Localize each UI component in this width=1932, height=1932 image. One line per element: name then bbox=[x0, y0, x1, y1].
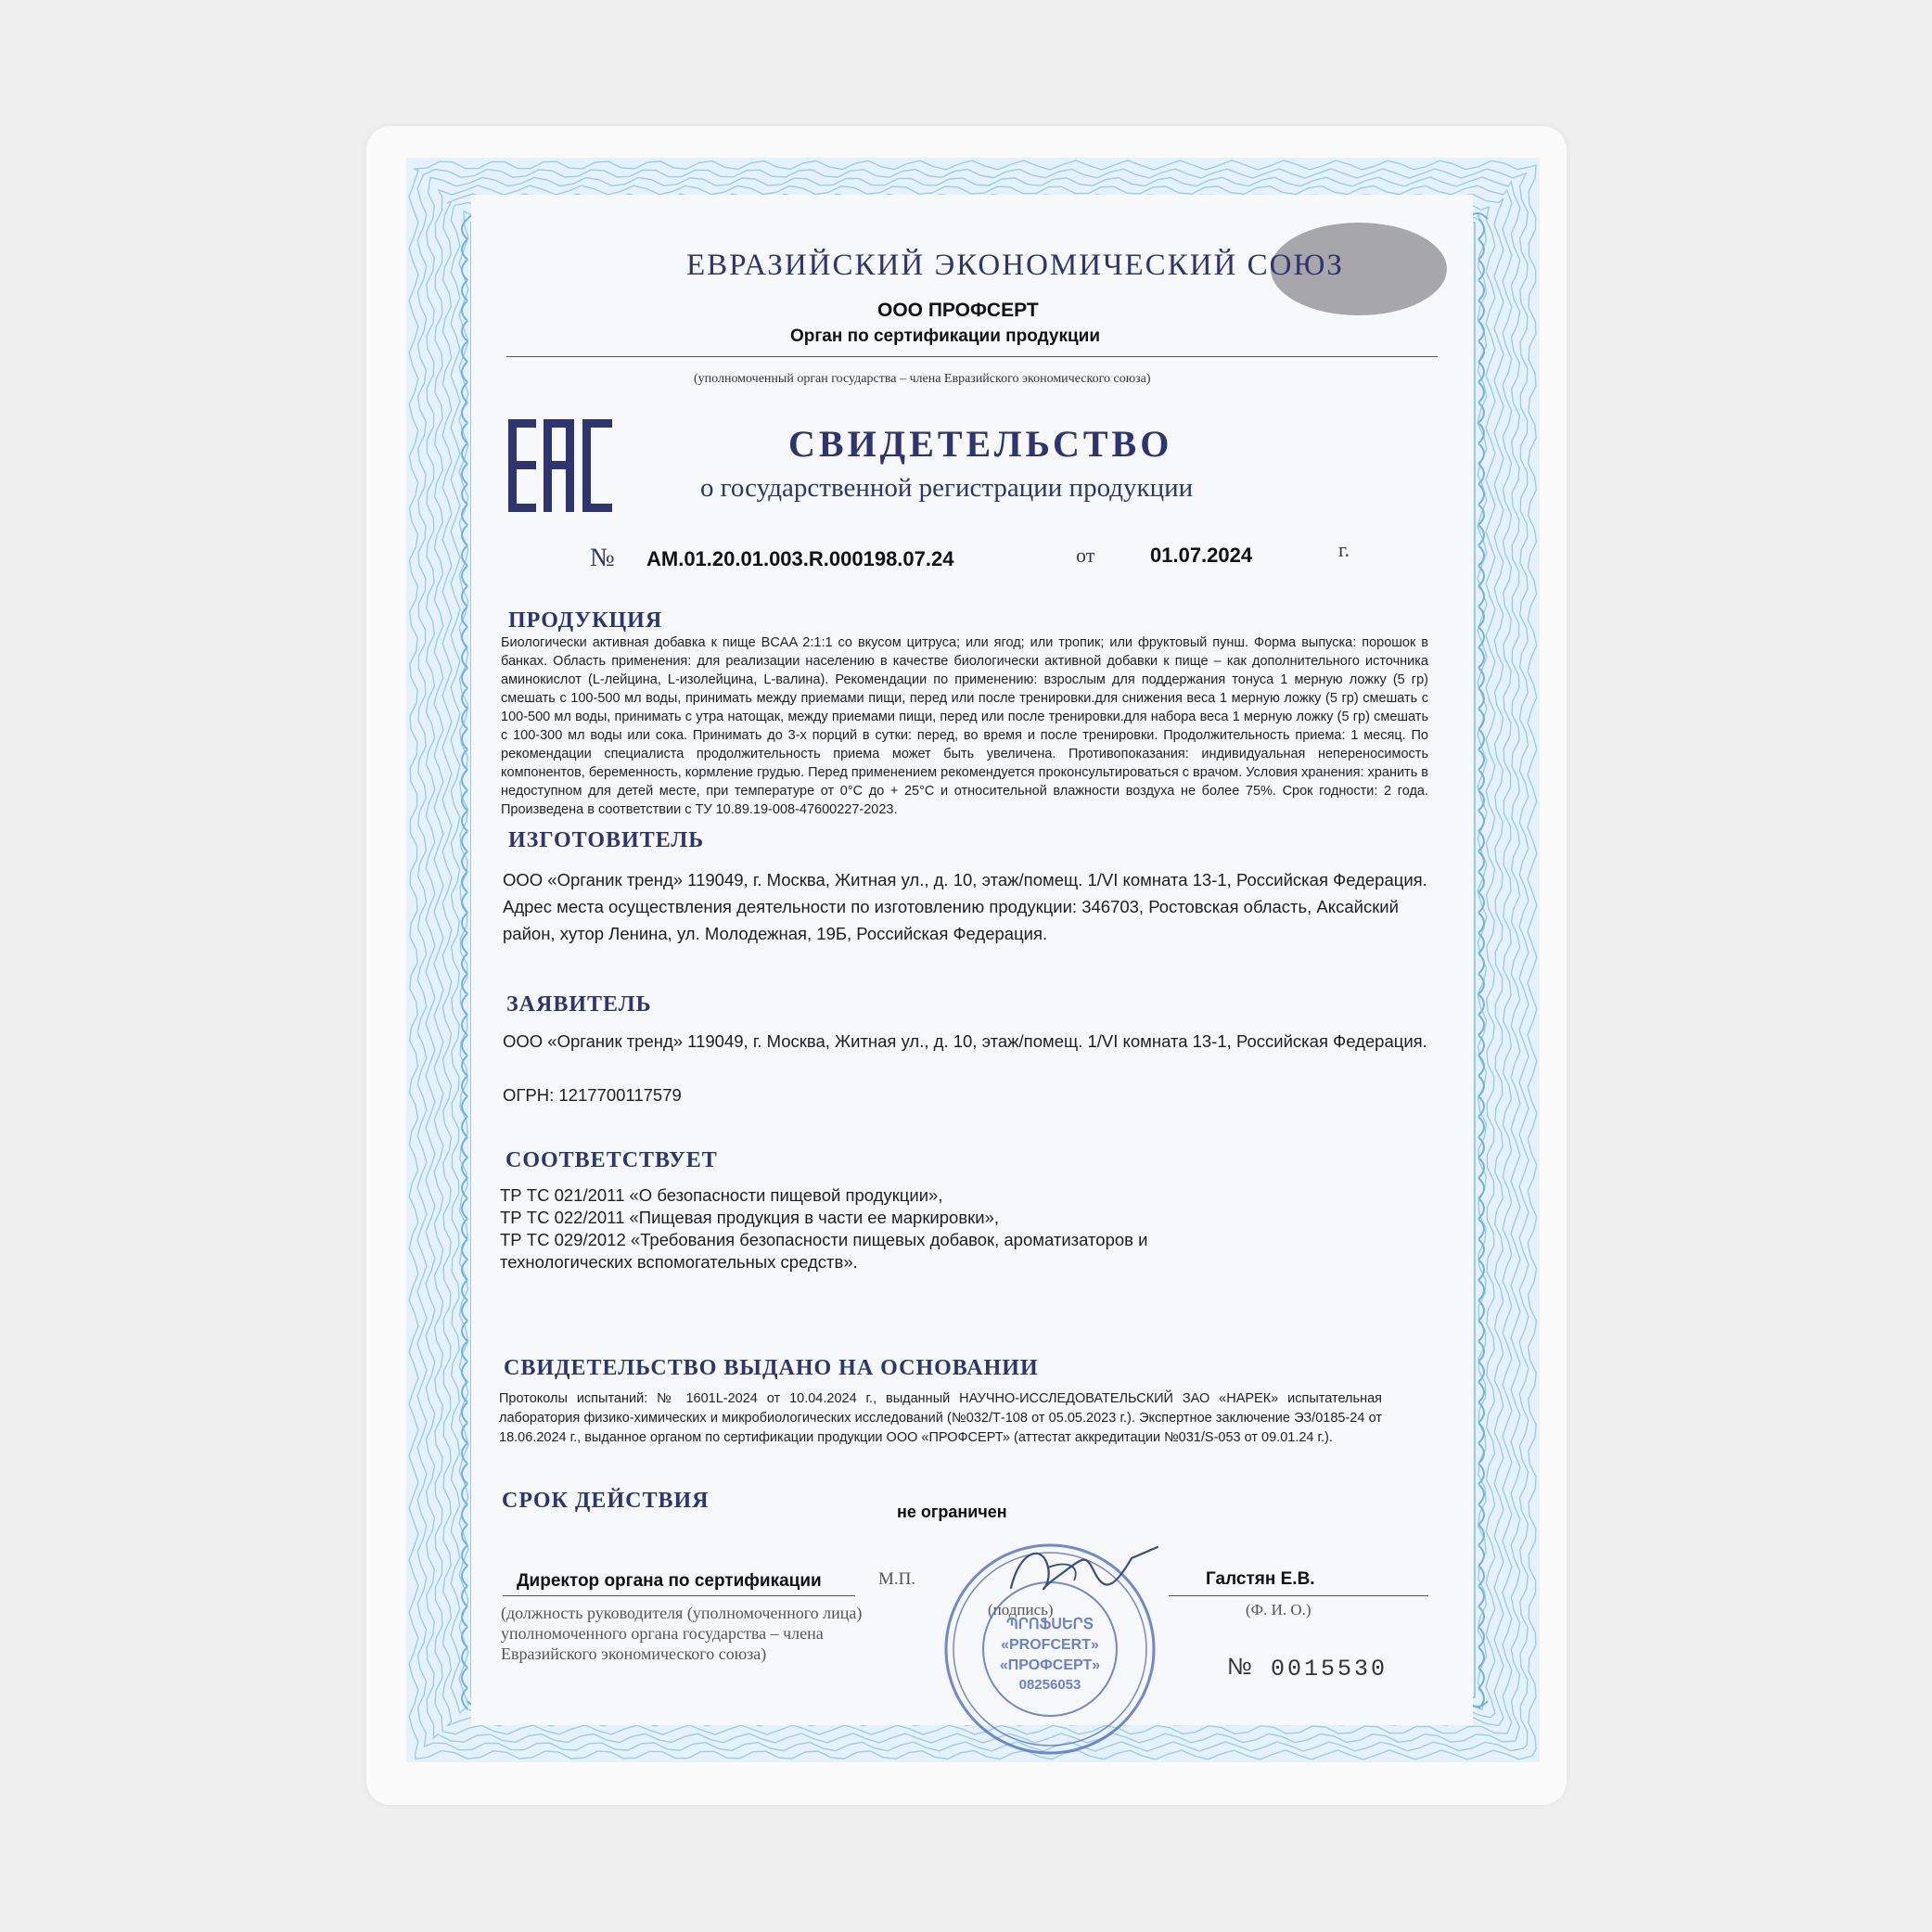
header-note: (уполномоченный орган государства – члена Евразийского экономического союза) bbox=[694, 372, 1151, 386]
serial-symbol: № bbox=[1227, 1654, 1252, 1680]
product-description: Биологически активная добавка к пище BCAA 2:1:1 со вкусом цитруса; или ягод; или тропик; или фруктовый пунш. Форма выпуска: порошок в банках. Область применения: для реализации населению в качестве биологически активной добавки к пище – как дополнительного источника аминокислот (L-лейцина, L-изолейцина, L-валина). Рекомендации по применению: взрослым для поддержания тонуса 1 мерную ложку (5 гр) смешать с 100-500 мл воды, принимать между приемами пищи, перед или после тренировки.для снижения веса 1 мерную ложку (5 гр) смешать с 100-500 мл воды, принимать с утра натощак, между приемами пищи, перед или после тренировки.для набора веса 1 мерную ложку (5 гр) смешать с 100-300 мл воды или сока. Принимать до 3-х порций в сутки: перед, во время и после тренировки. Продолжительность приема: 1 месяц. По рекомендации специалиста продолжительность приема может быть увеличена. Противопоказания: индивидуальная непереносимость компонентов, беременность, кормление грудью. Перед применением рекомендуется проконсультироваться с врачом. Условия хранения: хранить в недоступном для детей месте, при температуре от 0°С до + 25°С и относительной влажности воздуха не более 75%. Срок годности: 2 года. Произведена в соответствии с ТУ 10.89.19-008-47600227-2023. bbox=[501, 635, 1428, 817]
product-heading: ПРОДУКЦИЯ bbox=[508, 608, 663, 633]
certificate-title: СВИДЕТЕЛЬСТВО bbox=[788, 423, 1173, 465]
role-underline bbox=[503, 1595, 855, 1596]
signatory-role: Директор органа по сертификации bbox=[517, 1571, 822, 1591]
name-underline bbox=[1169, 1595, 1428, 1596]
union-heading: ЕВРАЗИЙСКИЙ ЭКОНОМИЧЕСКИЙ СОЮЗ bbox=[686, 249, 1344, 282]
certificate-subtitle: о государственной регистрации продукции bbox=[700, 473, 1194, 503]
seal-place: М.П. bbox=[878, 1569, 916, 1589]
signature-label: (подпись) bbox=[988, 1601, 1054, 1619]
date-prefix: от bbox=[1076, 544, 1095, 567]
validity-heading: СРОК ДЕЙСТВИЯ bbox=[502, 1489, 710, 1513]
complies-heading: СООТВЕТСТВУЕТ bbox=[505, 1148, 718, 1172]
basis-heading: СВИДЕТЕЛЬСТВО ВЫДАНО НА ОСНОВАНИИ bbox=[504, 1356, 1039, 1380]
complies-item: ТР ТС 029/2012 «Требования безопасности пищевых добавок, ароматизаторов и технологических вспомогательных средств». bbox=[500, 1230, 1148, 1272]
complies-item: ТР ТС 021/2011 «О безопасности пищевой продукции», bbox=[500, 1185, 943, 1205]
basis-text: Протоколы испытаний: № 1601L-2024 от 10.04.2024 г., выданный НАУЧНО-ИССЛЕДОВАТЕЛЬСКИЙ ЗАО «НАРЕК» испытательная лаборатория физико-химических и микробиологических исследований (№032/Т-108 от 05.05.2023 г.). Экспертное заключение ЭЗ/0185-24 от 18.06.2024 г., выданное органом по сертификации продукции ООО «ПРОФСЕРТ» (аттестат аккредитации №031/S-053 от 09.01.24 г.). bbox=[499, 1391, 1382, 1445]
manufacturer-heading: ИЗГОТОВИТЕЛЬ bbox=[508, 828, 705, 852]
stamp-line-armenian: ՊՐՈՖՍԵՐՏ bbox=[1005, 1617, 1094, 1632]
role-note: (должность руководителя (уполномоченного лица) уполномоченного органа государства – члена Евразийского экономического союза) bbox=[501, 1604, 863, 1663]
registration-number: AM.01.20.01.003.R.000198.07.24 bbox=[646, 547, 954, 570]
handwritten-signature bbox=[992, 1540, 1169, 1609]
fio-label: (Ф. И. О.) bbox=[1246, 1601, 1311, 1619]
stamp-line-latin: «PROFCERT» bbox=[1001, 1637, 1099, 1653]
validity-value: не ограничен bbox=[897, 1503, 1007, 1521]
signatory-name: Галстян Е.В. bbox=[1206, 1569, 1315, 1589]
complies-item: ТР ТС 022/2011 «Пищевая продукция в части ее маркировки», bbox=[500, 1208, 1000, 1227]
applicant-ogrn: ОГРН: 1217700117579 bbox=[503, 1085, 682, 1105]
number-symbol: № bbox=[590, 544, 615, 572]
org-name: ООО ПРОФСЕРТ bbox=[877, 300, 1039, 321]
year-suffix: г. bbox=[1338, 538, 1350, 561]
header-divider bbox=[506, 356, 1438, 357]
certification-body: Орган по сертификации продукции bbox=[790, 326, 1101, 346]
eac-logo bbox=[508, 419, 616, 517]
stamp-line-cyrillic: «ПРОФСЕРТ» bbox=[999, 1657, 1101, 1673]
stamp-number: 08256053 bbox=[1018, 1677, 1081, 1693]
applicant-text: ООО «Органик тренд» 119049, г. Москва, Житная ул., д. 10, этаж/помещ. 1/VI комната 13-1, Российская Федерация. bbox=[503, 1031, 1427, 1051]
serial-number: 0015530 bbox=[1271, 1656, 1388, 1683]
manufacturer-text: ООО «Органик тренд» 119049, г. Москва, Житная ул., д. 10, этаж/помещ. 1/VI комната 13-1, Российская Федерация. Адрес места осуществления деятельности по изготовлению продукции: 346703, Ростовская область, Аксайский район, хутор Ленина, ул. Молодежная, 19Б, Российская Федерация. bbox=[503, 870, 1427, 943]
registration-date: 01.07.2024 bbox=[1150, 544, 1253, 567]
applicant-heading: ЗАЯВИТЕЛЬ bbox=[506, 992, 652, 1017]
